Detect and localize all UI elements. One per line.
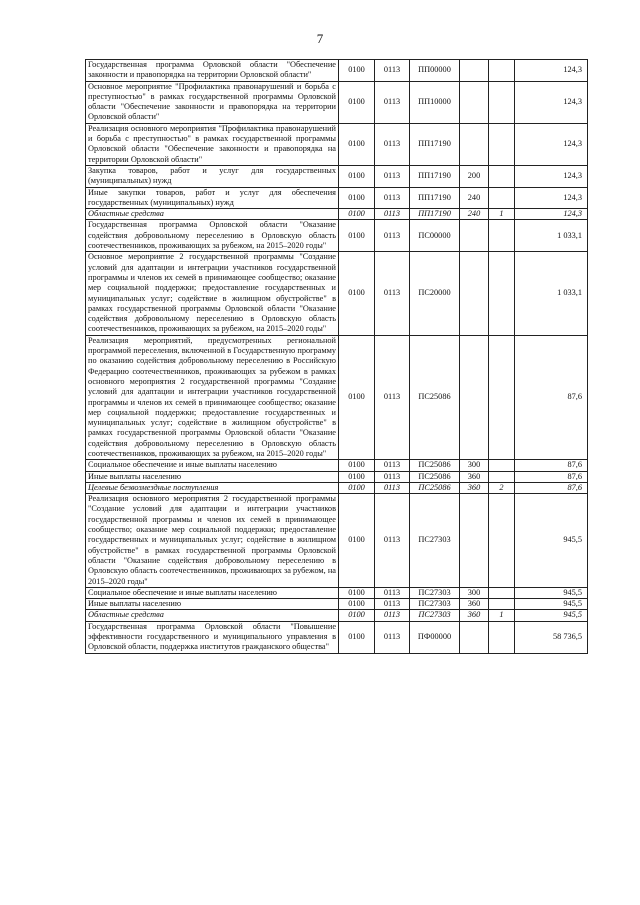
expense-type-code bbox=[460, 81, 489, 123]
section-code: 0100 bbox=[339, 123, 375, 165]
target-article-code: ПП17190 bbox=[410, 165, 460, 187]
row-name: Областные средства bbox=[86, 610, 339, 621]
amount: 945,5 bbox=[515, 587, 588, 598]
row-name: Реализация основного мероприятия 2 государственной программы "Создание условий для адаптации и интеграции участников государственной программы и членов их семей в принимающее сообщество; оказание мер социальной поддержки; предоставление государственных и муниципальных услуг; содействие в жилищном обустройстве" в рамках государственной программы Орловской области "Оказание содействия добровольному переселению в Орловскую область соотечественников, проживающих за рубежом, на 2015–2020 годы" bbox=[86, 494, 339, 588]
expense-type-code bbox=[460, 252, 489, 335]
section-code: 0100 bbox=[339, 187, 375, 209]
table-row bbox=[86, 599, 588, 610]
amount: 124,3 bbox=[515, 209, 588, 220]
funding-source-code bbox=[489, 165, 515, 187]
section-code: 0100 bbox=[339, 482, 375, 493]
target-article-code: ПС00000 bbox=[410, 220, 460, 252]
target-article-code: ПП17190 bbox=[410, 209, 460, 220]
amount: 124,3 bbox=[515, 123, 588, 165]
funding-source-code bbox=[489, 599, 515, 610]
funding-source-code: 2 bbox=[489, 482, 515, 493]
row-name: Государственная программа Орловской области "Оказание содействия добровольному переселению в Орловскую область соотечественников, проживающих за рубежом, на 2015–2020 годы" bbox=[86, 220, 339, 252]
subsection-code: 0113 bbox=[375, 60, 410, 82]
target-article-code: ПП10000 bbox=[410, 81, 460, 123]
expense-type-code bbox=[460, 621, 489, 653]
table-row bbox=[86, 460, 588, 471]
expense-type-code bbox=[460, 60, 489, 82]
section-code: 0100 bbox=[339, 81, 375, 123]
row-name: Закупка товаров, работ и услуг для государственных (муниципальных) нужд bbox=[86, 165, 339, 187]
expense-type-code bbox=[460, 335, 489, 460]
table-row bbox=[86, 123, 588, 165]
subsection-code: 0113 bbox=[375, 494, 410, 588]
subsection-code: 0113 bbox=[375, 123, 410, 165]
subsection-code: 0113 bbox=[375, 335, 410, 460]
amount: 945,5 bbox=[515, 494, 588, 588]
target-article-code: ПС27303 bbox=[410, 494, 460, 588]
section-code: 0100 bbox=[339, 587, 375, 598]
expense-type-code: 360 bbox=[460, 471, 489, 482]
expense-type-code: 360 bbox=[460, 599, 489, 610]
target-article-code: ПС27303 bbox=[410, 599, 460, 610]
table-row bbox=[86, 209, 588, 220]
amount: 124,3 bbox=[515, 165, 588, 187]
funding-source-code bbox=[489, 494, 515, 588]
section-code: 0100 bbox=[339, 220, 375, 252]
funding-source-code: 1 bbox=[489, 209, 515, 220]
subsection-code: 0113 bbox=[375, 165, 410, 187]
expense-type-code: 360 bbox=[460, 610, 489, 621]
row-name: Областные средства bbox=[86, 209, 339, 220]
amount: 87,6 bbox=[515, 471, 588, 482]
row-name: Реализация основного мероприятия "Профилактика правонарушений и борьба с преступностью" в рамках государственной программы Орловской области "Обеспечение законности и правопорядка на территории Орловской области" bbox=[86, 123, 339, 165]
section-code: 0100 bbox=[339, 209, 375, 220]
subsection-code: 0113 bbox=[375, 460, 410, 471]
amount: 124,3 bbox=[515, 60, 588, 82]
section-code: 0100 bbox=[339, 252, 375, 335]
expense-type-code: 300 bbox=[460, 587, 489, 598]
row-name: Социальное обеспечение и иные выплаты населению bbox=[86, 587, 339, 598]
funding-source-code bbox=[489, 81, 515, 123]
amount: 945,5 bbox=[515, 610, 588, 621]
target-article-code: ПС25086 bbox=[410, 482, 460, 493]
row-name: Иные закупки товаров, работ и услуг для обеспечения государственных (муниципальных) нужд bbox=[86, 187, 339, 209]
section-code: 0100 bbox=[339, 610, 375, 621]
subsection-code: 0113 bbox=[375, 610, 410, 621]
section-code: 0100 bbox=[339, 494, 375, 588]
table-row bbox=[86, 220, 588, 252]
expense-type-code: 240 bbox=[460, 187, 489, 209]
section-code: 0100 bbox=[339, 471, 375, 482]
funding-source-code bbox=[489, 123, 515, 165]
expense-type-code bbox=[460, 123, 489, 165]
target-article-code: ПС20000 bbox=[410, 252, 460, 335]
expense-type-code: 200 bbox=[460, 165, 489, 187]
amount: 58 736,5 bbox=[515, 621, 588, 653]
funding-source-code bbox=[489, 220, 515, 252]
row-name: Иные выплаты населению bbox=[86, 471, 339, 482]
expense-type-code bbox=[460, 220, 489, 252]
row-name: Иные выплаты населению bbox=[86, 599, 339, 610]
subsection-code: 0113 bbox=[375, 599, 410, 610]
table-row bbox=[86, 165, 588, 187]
row-name: Государственная программа Орловской области "Обеспечение законности и правопорядка на территории Орловской области" bbox=[86, 60, 339, 82]
amount: 1 033,1 bbox=[515, 220, 588, 252]
funding-source-code bbox=[489, 187, 515, 209]
funding-source-code: 1 bbox=[489, 610, 515, 621]
section-code: 0100 bbox=[339, 335, 375, 460]
expense-type-code: 360 bbox=[460, 482, 489, 493]
funding-source-code bbox=[489, 460, 515, 471]
table-row bbox=[86, 587, 588, 598]
expense-type-code bbox=[460, 494, 489, 588]
funding-source-code bbox=[489, 587, 515, 598]
table-row bbox=[86, 494, 588, 588]
subsection-code: 0113 bbox=[375, 209, 410, 220]
table-row bbox=[86, 81, 588, 123]
subsection-code: 0113 bbox=[375, 621, 410, 653]
target-article-code: ПС27303 bbox=[410, 610, 460, 621]
subsection-code: 0113 bbox=[375, 471, 410, 482]
amount: 1 033,1 bbox=[515, 252, 588, 335]
funding-source-code bbox=[489, 252, 515, 335]
amount: 124,3 bbox=[515, 187, 588, 209]
row-name: Государственная программа Орловской области "Повышение эффективности государственного и муниципального управления в Орловской области, поддержка институтов гражданского общества" bbox=[86, 621, 339, 653]
section-code: 0100 bbox=[339, 460, 375, 471]
amount: 124,3 bbox=[515, 81, 588, 123]
table-row bbox=[86, 621, 588, 653]
row-name: Целевые безвозмездные поступления bbox=[86, 482, 339, 493]
subsection-code: 0113 bbox=[375, 482, 410, 493]
section-code: 0100 bbox=[339, 599, 375, 610]
amount: 87,6 bbox=[515, 482, 588, 493]
target-article-code: ПС25086 bbox=[410, 335, 460, 460]
target-article-code: ПС25086 bbox=[410, 460, 460, 471]
funding-source-code bbox=[489, 471, 515, 482]
row-name: Реализация мероприятий, предусмотренных региональной программой переселения, включенной в Государственную программу по оказанию содействия добровольному переселению в Российскую Федерацию соотечественников, проживающих за рубежом в рамках основного мероприятия 2 государственной программы "Создание условий для адаптации и интеграции участников государственной программы и членов их семей в принимающее сообщество; оказание мер социальной поддержки; предоставление государственных и муниципальных услуг; содействие в жилищном обустройстве" в рамках государственной программы Орловской области "Оказание содействия добровольному переселению в Орловскую область соотечественников, проживающих за рубежом, на 2015–2020 годы" bbox=[86, 335, 339, 460]
target-article-code: ПП00000 bbox=[410, 60, 460, 82]
table-row bbox=[86, 482, 588, 493]
amount: 87,6 bbox=[515, 460, 588, 471]
subsection-code: 0113 bbox=[375, 220, 410, 252]
budget-table bbox=[85, 59, 588, 654]
section-code: 0100 bbox=[339, 60, 375, 82]
table-row bbox=[86, 60, 588, 82]
funding-source-code bbox=[489, 621, 515, 653]
page-number: 7 bbox=[316, 31, 324, 46]
row-name: Основное мероприятие 2 государственной программы "Создание условий для адаптации и интеграции участников государственной программы и членов их семей в принимающее сообщество; оказание мер социальной поддержки; предоставление государственных и муниципальных услуг; содействие в жилищном обустройстве" в рамках государственной программы Орловской области "Оказание содействия добровольному переселению в Орловскую область соотечественников, проживающих за рубежом, на 2015–2020 годы" bbox=[86, 252, 339, 335]
section-code: 0100 bbox=[339, 621, 375, 653]
amount: 87,6 bbox=[515, 335, 588, 460]
target-article-code: ПФ00000 bbox=[410, 621, 460, 653]
table-row bbox=[86, 187, 588, 209]
expense-type-code: 300 bbox=[460, 460, 489, 471]
subsection-code: 0113 bbox=[375, 252, 410, 335]
target-article-code: ПС27303 bbox=[410, 587, 460, 598]
table-row bbox=[86, 610, 588, 621]
subsection-code: 0113 bbox=[375, 81, 410, 123]
expense-type-code: 240 bbox=[460, 209, 489, 220]
subsection-code: 0113 bbox=[375, 187, 410, 209]
row-name: Социальное обеспечение и иные выплаты населению bbox=[86, 460, 339, 471]
table-row bbox=[86, 252, 588, 335]
table-row bbox=[86, 471, 588, 482]
subsection-code: 0113 bbox=[375, 587, 410, 598]
table-row bbox=[86, 335, 588, 460]
target-article-code: ПП17190 bbox=[410, 187, 460, 209]
section-code: 0100 bbox=[339, 165, 375, 187]
target-article-code: ПС25086 bbox=[410, 471, 460, 482]
amount: 945,5 bbox=[515, 599, 588, 610]
funding-source-code bbox=[489, 335, 515, 460]
funding-source-code bbox=[489, 60, 515, 82]
target-article-code: ПП17190 bbox=[410, 123, 460, 165]
row-name: Основное мероприятие "Профилактика правонарушений и борьба с преступностью" в рамках государственной программы Орловской области "Обеспечение законности и правопорядка на территории Орловской области" bbox=[86, 81, 339, 123]
